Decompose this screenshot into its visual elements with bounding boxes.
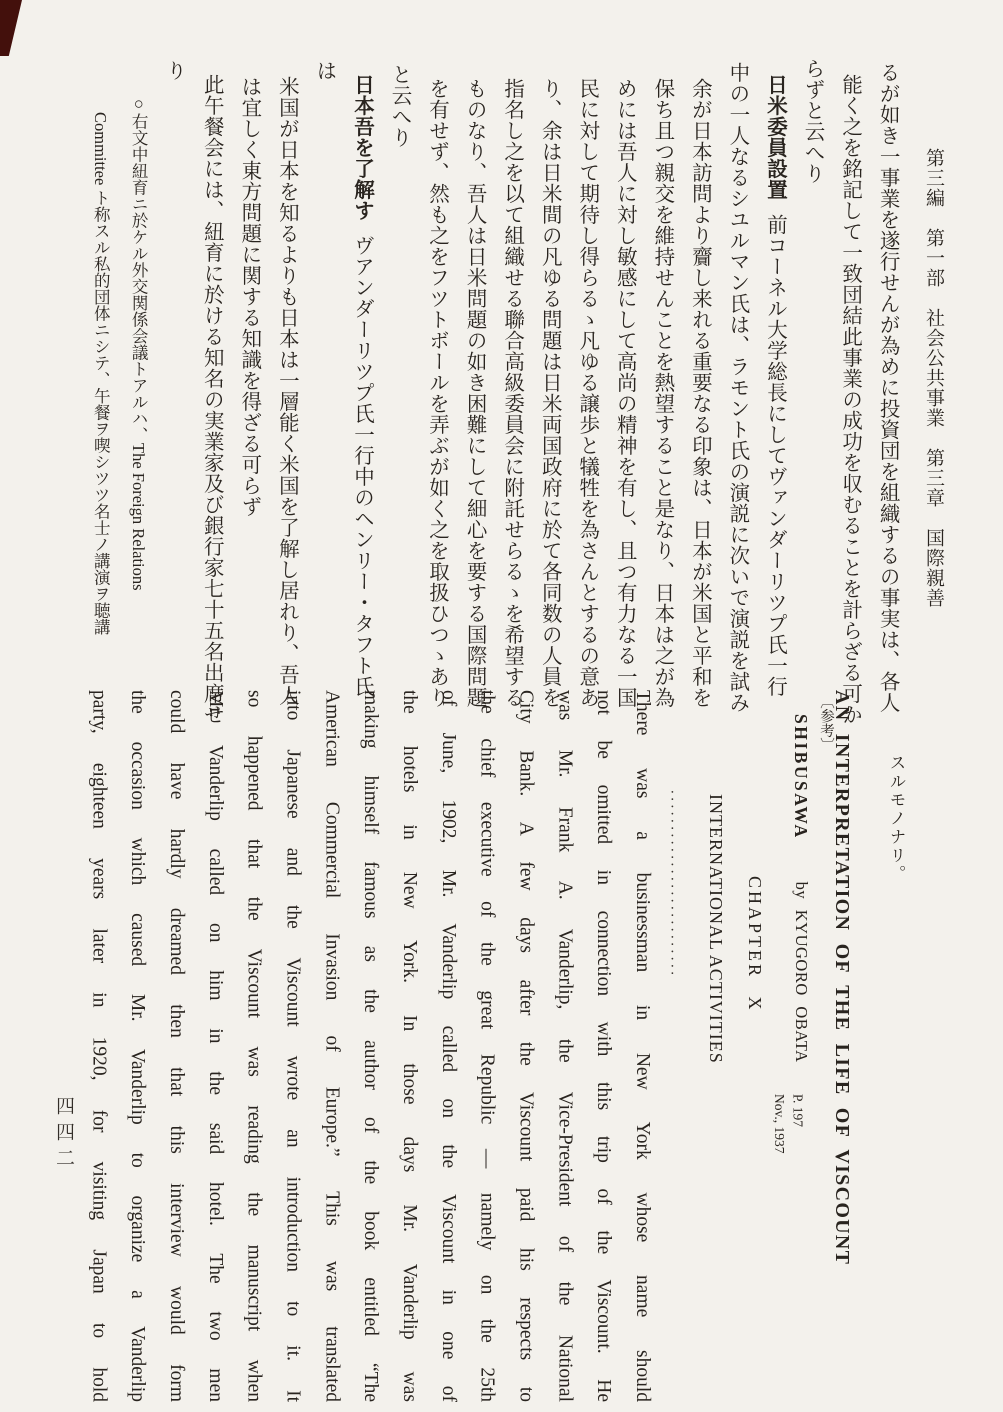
jp-note-continuation: スルモノナリ。 xyxy=(887,754,906,884)
jp-text-column: は宜しく東方問題に関する知識を得ざる可らず xyxy=(237,76,260,517)
jp-text: 前コーネル大学総長にしてヴァンダーリツプ氏一行 xyxy=(763,214,786,697)
english-text-line: not be omitted in connection with this trip of the Viscount. He xyxy=(593,690,615,1402)
english-text-line: so happened that the Viscount was reading the manuscript when xyxy=(243,690,265,1402)
dotted-rule: .......................... xyxy=(667,790,684,979)
jp-text-column: めには吾人に対し敏感にして高尚の精神を有し、且つ有力なる一国 xyxy=(613,78,636,708)
jp-text: ヴアンダーリツプ氏一行中のヘンリー・タフト氏 xyxy=(350,235,373,697)
jp-section-heading: 日本吾を了解す xyxy=(350,74,373,221)
english-title: AN INTERPRETATION OF THE LIFE OF VISCOUNT xyxy=(831,690,853,1266)
english-text-line: There was a businessman in New York whose name should xyxy=(632,690,653,1402)
english-text-line: the occasion which caused Mr. Vanderlip to organize a Vanderlip xyxy=(127,690,149,1402)
jp-text-column: 指名し之を以て組織せる聯合高級委員会に附託せらるゝを希望する xyxy=(500,78,523,708)
chapter-heading: CHAPTER X xyxy=(744,876,765,1013)
english-text-line: the chief executive of the great Republic — namely on the 25th xyxy=(476,690,498,1402)
jp-text-column: 保ち且つ親交を維持せんことを熱望すること是なり、日本は之が為 xyxy=(650,78,673,708)
reference-label: 〔参考〕 xyxy=(818,694,834,752)
jp-text-column: と云へり xyxy=(388,64,410,148)
jp-text-column: り xyxy=(162,60,185,81)
jp-text-column: 米国が日本を知るよりも日本は一層能く米国を了解し居れり、吾人 xyxy=(275,76,298,706)
english-text-line: City Bank. A few days after the Viscount paid his respects to xyxy=(515,690,537,1402)
jp-text-column: 余が日本訪問より齎し来れる重要なる印象は、日本が米国と平和を xyxy=(688,78,711,708)
chapter-title: INTERNATIONAL ACTIVITIES xyxy=(706,794,727,1064)
english-text-line: party, eighteen years later in 1920, for visiting Japan to hold xyxy=(88,690,110,1402)
jp-text-column: 能く之を銘記して一致団結此事業の成功を収むることを計らざる可か xyxy=(838,74,861,725)
jp-text-column: り、余は日米間の凡ゆる問題は日米両国政府に於て各同数の人員を xyxy=(538,78,561,708)
date-ref: Nov., 1937 xyxy=(772,1094,788,1154)
jp-section-heading: 日米委員設置 xyxy=(763,74,786,200)
jp-text-column: 民に対して期待し得らるゝ凡ゆる譲歩と犠牲を為さんとするの意あ xyxy=(575,78,598,708)
english-text-line: Mr. Vanderlip called on him in the said hotel. The two men xyxy=(204,690,226,1402)
jp-text-column: らずと云へり xyxy=(801,58,824,184)
jp-note-column: Committee ト称スル私的団体ニシテ、午餐ヲ喫シツツ名士ノ講演ヲ聴講 xyxy=(91,112,111,635)
author-line xyxy=(791,690,811,1402)
english-text-line: into Japanese and the Viscount wrote an introduction to it. It xyxy=(282,690,304,1402)
jp-text-column xyxy=(763,54,786,702)
jp-note-column: ○右文中紐育ニ於ケル外交関係会議トアルハ、The Foreign Relations xyxy=(129,94,149,591)
scan-edge-artifact xyxy=(0,0,22,56)
page-ref: P. 197 xyxy=(790,1094,806,1128)
jp-text-column xyxy=(350,54,373,702)
english-text-line: could have hardly dreamed then that this interview would form xyxy=(166,690,188,1402)
jp-text-column: は xyxy=(312,60,335,81)
author-byline: by KYUGORO OBATA xyxy=(792,881,811,1063)
english-text-line: of June, 1902, Mr. Vanderlip called on the Viscount in one of xyxy=(437,690,459,1402)
english-text-line: was Mr. Frank A. Vanderlip, the Vice-President of the National xyxy=(554,690,576,1402)
jp-text-column: 此午餐会には、紐育に於ける知名の実業家及び銀行家七十五名出席せ xyxy=(200,74,223,725)
author-name: SHIBUSAWA xyxy=(791,714,811,840)
jp-text-column: を有せず、然も之をフツトボールを弄ぶが如く之を取扱ひつゝあり xyxy=(425,78,448,708)
running-header: 第三編 第一部 社会公共事業 第三章 国際親善 xyxy=(923,148,944,608)
english-text-line: the hotels in New York. In those days Mr. Vanderlip was xyxy=(399,690,421,1402)
page-number: 四四二 xyxy=(53,1096,74,1174)
publication-reference xyxy=(770,1094,806,1154)
jp-text-column: 中の一人なるシユルマン氏は、ラモント氏の演説に次いで演説を試み xyxy=(725,62,748,713)
english-text-line: making himself famous as the author of the book entitled “The xyxy=(360,690,382,1402)
english-text-line: American Commercial Invasion of Europe.” This was translated xyxy=(321,690,343,1402)
jp-text-column: るが如き一事業を遂行せんが為めに投資団を組織するの事実は、各人 xyxy=(876,62,899,713)
english-reference-section xyxy=(71,690,853,1402)
jp-text-column: ものなり、吾人は日米問題の如き困難にして細心を要する国際問題 xyxy=(463,78,486,708)
